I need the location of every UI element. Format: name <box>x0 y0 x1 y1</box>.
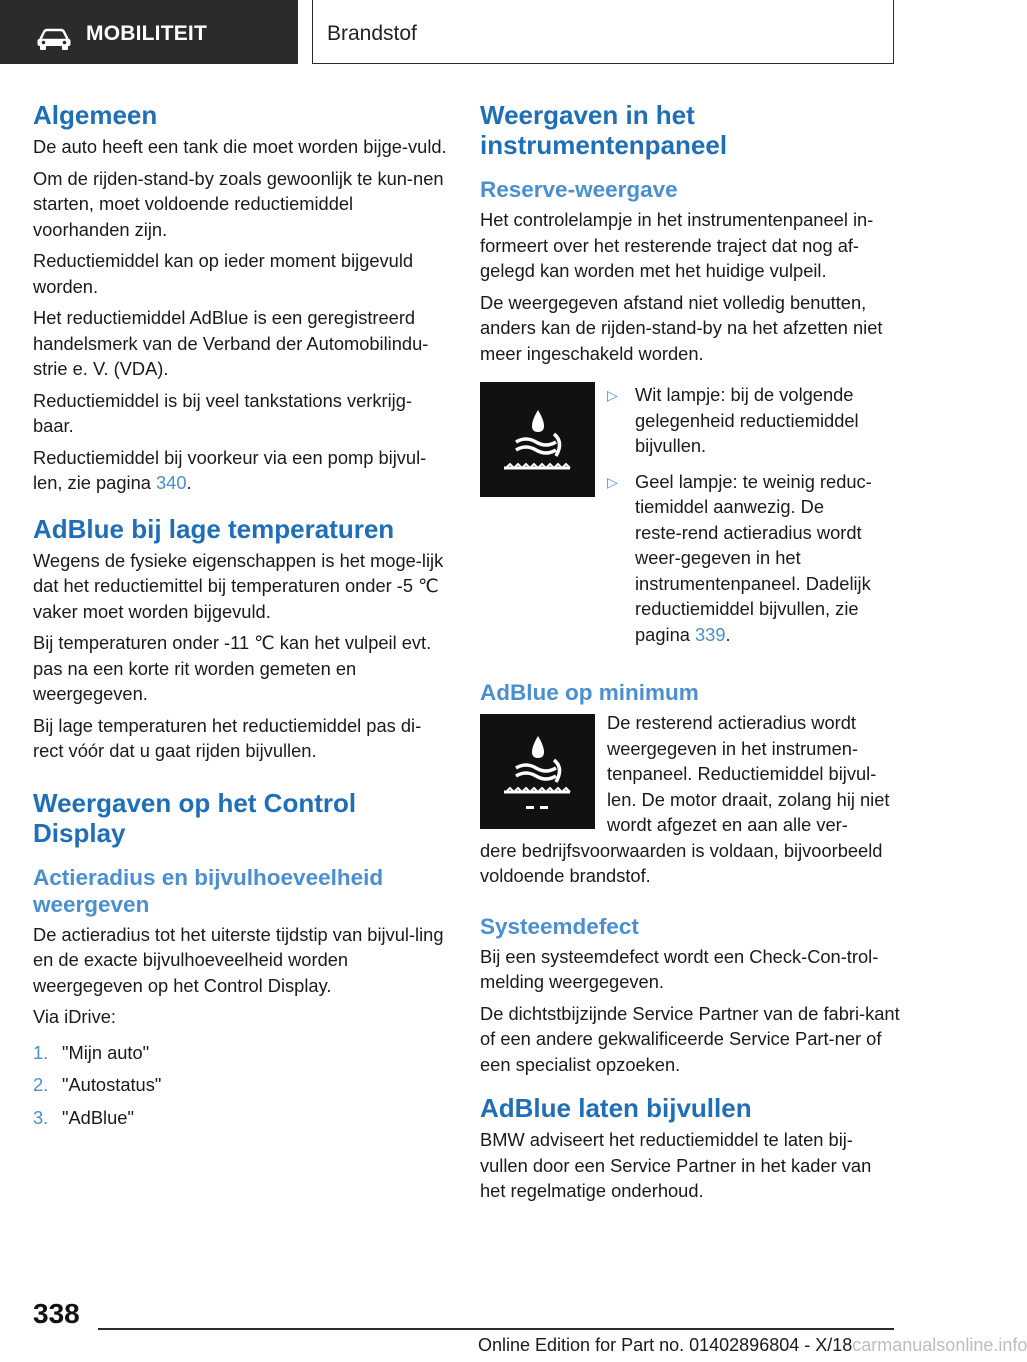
footer-edition: Online Edition for Part no. 01402896804 - X/18carmanualsonline.info <box>478 1335 1027 1355</box>
list-item: 3. "AdBlue" <box>33 1106 134 1128</box>
section-tab <box>0 0 298 64</box>
adblue-minimum-icon <box>480 714 595 829</box>
paragraph: Reductiemiddel bij voorkeur via een pomp bijvul-len, zie pagina 340. <box>33 446 427 493</box>
paragraph: Reductiemiddel is bij veel tankstations verkrijg-baar. <box>33 389 412 436</box>
right-column <box>480 100 900 1204</box>
paragraph: Reductiemiddel kan op ieder moment bijgevuld worden. <box>33 250 414 297</box>
car-icon <box>36 28 72 50</box>
paragraph: BMW adviseert het reductiemiddel te laten bij-vullen door een Service Partner in het kader van het regelmatige onderhoud. <box>480 1129 872 1201</box>
paragraph: De dichtstbijzijnde Service Partner van de fabri-kant of een andere gekwalificeerde Service Part-ner of een specialist opzoeken. <box>480 1002 900 1075</box>
paragraph: Wegens de fysieke eigenschappen is het moge-lijk dat het reductiemittel bij temperaturen onder -5 ℃ vaker moet worden bijgevuld. <box>33 549 444 622</box>
paragraph: De resterend actieradius wordt weergegeven in het instrumen-tenpaneel. Reductiemiddel bijvul-len. De motor draait, zolang hij niet wordt afgezet en aan alle ver- <box>607 712 890 835</box>
heading-algemeen: Algemeen <box>33 100 158 130</box>
subheading-actieradius: Actieradius en bijvulhoeveelheid weergeven <box>33 864 384 917</box>
triangle-icon: ▷ <box>607 387 618 403</box>
list-item: ▷ Wit lampje: bij de volgende gelegenheid reductiemiddel bijvullen. <box>607 382 872 459</box>
section-title: MOBILITEIT <box>86 22 207 45</box>
left-column <box>33 100 451 1137</box>
triangle-icon: ▷ <box>607 473 618 490</box>
footer-divider <box>98 1328 894 1330</box>
paragraph: Bij temperaturen onder -11 ℃ kan het vulpeil evt. pas na een korte rit worden gemeten en weergegeven. <box>33 632 432 704</box>
idrive-steps <box>33 1040 451 1131</box>
page-link-340[interactable]: 340 <box>155 472 187 493</box>
paragraph: Om de rijden-stand-by zoals gewoonlijk te kun-nen starten, moet voldoende reductiemiddel voorhanden zijn. <box>33 167 444 240</box>
paragraph: De actieradius tot het uiterste tijdstip van bijvul-ling en de exacte bijvulhoeveelheid worden weergegeven op het Control Display. <box>33 923 444 996</box>
list-item: ▷ Geel lampje: te weinig reduc-tiemiddel aanwezig. De reste-rend actieradius wordt weer-gegeven in het instrumentenpaneel. Dadelijk reductiemiddel bijvullen, zie pagina 339. <box>607 469 872 648</box>
list-item: 1. "Mijn auto" <box>33 1041 150 1063</box>
heading-laten-bijvullen: AdBlue laten bijvullen <box>480 1093 752 1123</box>
lamp-descriptions <box>607 382 872 657</box>
subheading-systeemdefect: Systeemdefect <box>480 913 639 939</box>
paragraph: Het reductiemiddel AdBlue is een geregistreerd handelsmerk van de Verband der Automobilindu-strie e. V. (VDA). <box>33 307 429 379</box>
subheading-reserve: Reserve-weergave <box>480 177 678 202</box>
page-number: 338 <box>33 1298 80 1329</box>
paragraph: Bij een systeemdefect wordt een Check-Con-trol-melding weergegeven. <box>480 945 879 992</box>
subheading-minimum: AdBlue op minimum <box>480 680 699 705</box>
heading-lage-temperaturen: AdBlue bij lage temperaturen <box>33 513 395 544</box>
list-item: 2. "Autostatus" <box>33 1074 162 1095</box>
paragraph: De weergegeven afstand niet volledig benutten, anders kan de rijden-stand-by na het afzetten niet meer ingeschakeld worden. <box>480 291 883 364</box>
paragraph: Het controlelampje in het instrumentenpaneel in-formeert over het resterende traject dat nog af-gelegd kan worden met het huidige vulpeil. <box>480 209 874 281</box>
chapter-tab <box>312 0 894 64</box>
page-link-339[interactable]: 339 <box>694 623 726 645</box>
paragraph: De auto heeft een tank die moet worden bijge-vuld. <box>33 136 447 157</box>
paragraph: dere bedrijfsvoorwaarden is voldaan, bijvoorbeeld voldoende brandstof. <box>480 839 883 886</box>
heading-instrumentenpaneel: Weergaven in het instrumentenpaneel <box>480 100 728 160</box>
adblue-warning-icon <box>480 382 595 497</box>
heading-control-display: Weergaven op het Control Display <box>33 787 357 848</box>
paragraph: Bij lage temperaturen het reductiemiddel pas di-rect vóór dat u gaat rijden bijvullen. <box>33 714 422 761</box>
chapter-title: Brandstof <box>327 22 417 45</box>
paragraph: Via iDrive: <box>33 1006 116 1027</box>
watermark: carmanualsonline.info <box>852 1335 1027 1355</box>
